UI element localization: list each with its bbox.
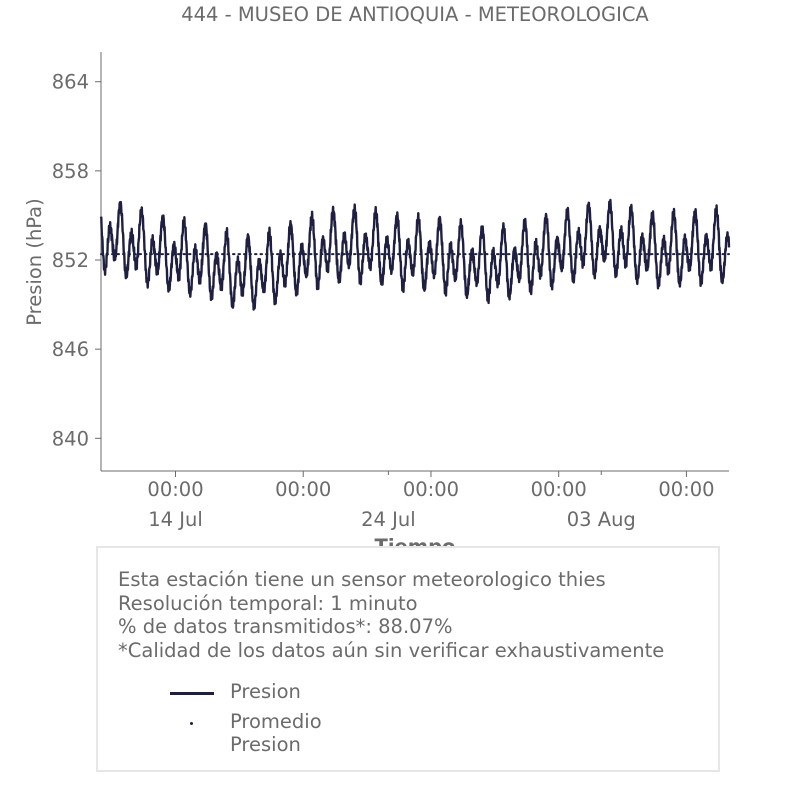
legend-label-promedio: Promedio Presion xyxy=(230,710,322,756)
y-axis-label: Presion (hPa) xyxy=(23,198,46,326)
x-tick-label: 00:00 xyxy=(402,478,460,501)
legend-line-swatch xyxy=(170,692,214,695)
plot-area xyxy=(101,200,729,310)
y-tick-label: 846 xyxy=(51,338,89,362)
chart-axes xyxy=(52,52,729,531)
y-tick-label: 852 xyxy=(51,249,89,273)
chart-title: 444 - MUSEO DE ANTIOQUIA - METEOROLOGICA xyxy=(181,3,649,26)
x-date-label: 24 Jul xyxy=(361,508,416,531)
x-date-label: 14 Jul xyxy=(148,508,203,531)
legend-label-presion: Presion xyxy=(230,680,301,703)
x-tick-label: 00:00 xyxy=(530,478,587,501)
y-tick-label: 864 xyxy=(51,70,89,94)
quality-note: *Calidad de los datos aún sin verificar exhaustivamente xyxy=(118,638,665,662)
x-tick-label: 00:00 xyxy=(147,478,204,501)
y-tick-label: 858 xyxy=(51,159,89,183)
x-tick-label: 00:00 xyxy=(275,478,332,501)
info-text xyxy=(118,568,664,662)
x-tick-label: 00:00 xyxy=(658,478,715,501)
legend-dot-swatch xyxy=(190,722,193,725)
info-box xyxy=(96,546,720,772)
x-date-label: 03 Aug xyxy=(566,508,636,531)
sensor-info: Esta estación tiene un sensor meteorologico thies xyxy=(118,568,606,591)
y-tick-label: 840 xyxy=(51,427,89,451)
resolution-info: Resolución temporal: 1 minuto xyxy=(118,591,418,615)
transmission-info: % de datos transmitidos*: 88.07% xyxy=(118,615,453,638)
